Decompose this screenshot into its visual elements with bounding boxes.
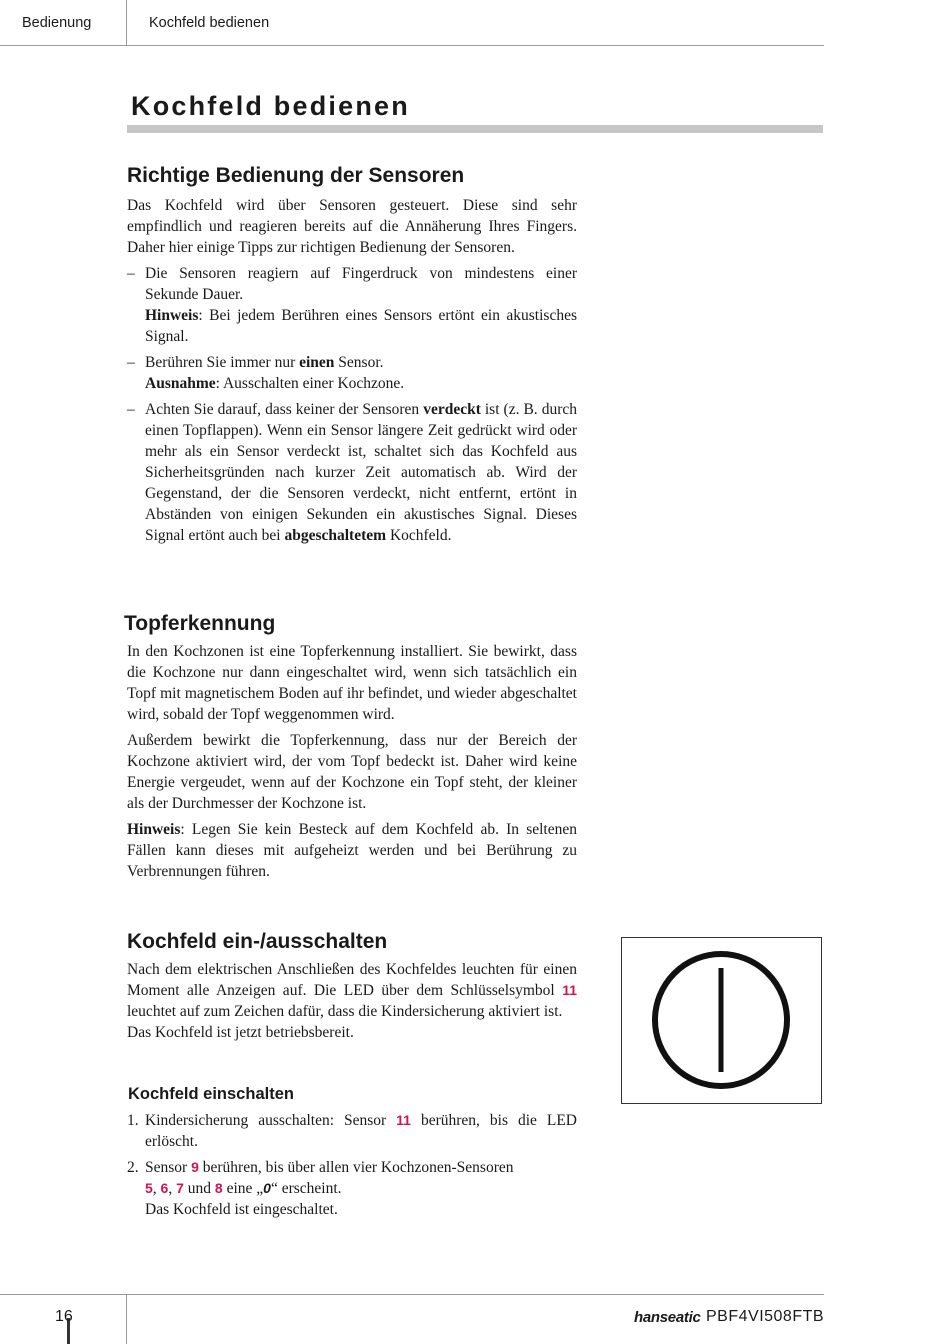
list-item [127,1110,577,1152]
tip-emphasis: einen [299,354,335,371]
switch-ready: Das Kochfeld ist jetzt betriebsbereit. [127,1024,354,1041]
brand-logo: hanseatic [634,1309,701,1326]
reference-number: 5 [145,1180,153,1196]
switch-intro-text: leuchtet auf zum Zeichen dafür, dass die Kindersicherung aktiviert ist. [127,1003,563,1020]
step-text: Kindersicherung ausschalten: Sensor [145,1112,397,1129]
step-result: Das Kochfeld ist eingeschaltet. [145,1201,338,1218]
page-title: Kochfeld bedienen [131,91,410,121]
step-text: berühren, bis die LED erlöscht. [145,1112,577,1150]
sensors-intro: Das Kochfeld wird über Sensoren gesteuert. Diese sind sehr empfindlich und reagieren bereits auf die Annäherung Ihres Fingers. Daher hier einige Tipps zur richtigen Bedienung der Sensoren. [127,197,577,256]
switch-on-steps [127,1110,577,1225]
header-section-label: Bedienung [22,15,92,31]
note-label: Hinweis [127,821,181,838]
step-number: 2. [127,1159,139,1176]
tip-emphasis: verdeckt [423,401,481,418]
section-body-pan-detection [127,641,577,887]
section-heading-switch-on-off: Kochfeld ein-/ausschalten [127,930,388,953]
header-divider [126,0,127,45]
title-underline-bar [127,125,823,133]
header-rule [0,45,824,46]
model-number: PBF4VI508FTB [706,1308,825,1325]
section-heading-sensors: Richtige Bedienung der Sensoren [127,164,465,187]
step-text: und [183,1180,215,1197]
note-text: : Bei jedem Berühren eines Sensors ertönt ein akustisches Signal. [145,307,577,345]
sensor-tips-list [127,263,577,546]
header-page-label: Kochfeld bedienen [149,15,270,31]
separator: , [168,1180,177,1197]
display-digit: 0 [263,1180,271,1196]
step-text: “ erscheint. [270,1180,342,1197]
separator: , [152,1180,161,1197]
tip-text: Sensor. [334,354,384,371]
tip-text: Achten Sie darauf, dass keiner der Sensoren [145,401,424,418]
step-text: Sensor [145,1159,192,1176]
section-body-sensors [127,195,577,551]
reference-number: 6 [160,1180,169,1196]
subheading-switch-on: Kochfeld einschalten [128,1085,294,1103]
tip-text: Kochfeld. [386,527,452,544]
tip-text: ist (z. B. durch einen Topflappen). Wenn ein Sensor längere Zeit gedrückt wird oder mehr als ein Sensor verdeckt ist, schaltet sich das Kochfeld aus Sicherheitsgründen nach kurzer Zeit automatisch ab. Wird der Gegenstand, der die Sensoren verdeckt, nicht entfernt, ertönt in Abständen von einigen Sekunden ein akustisches Signal. Dieses Signal ertönt auch bei [145,401,577,544]
step-text: eine „ [222,1180,264,1197]
exception-label: Ausnahme [145,375,216,392]
list-item [127,263,577,347]
switch-intro-text: Nach dem elektrischen Anschließen des Kochfeldes leuchten für einen Moment alle Anzeigen auf. Die LED über dem Schlüsselsymbol [127,961,577,999]
footer-divider [126,1294,127,1344]
list-item [127,399,577,546]
step-number: 1. [127,1112,139,1129]
tip-emphasis: abgeschaltetem [284,527,387,544]
tip-text: Die Sensoren reagiern auf Fingerdruck von mindestens einer Sekunde Dauer. [145,265,577,303]
tip-text: Berühren Sie immer nur [145,354,300,371]
list-item [127,352,577,394]
section-body-switch-on-off [127,959,577,1048]
reference-number: 11 [562,982,577,998]
step-text: berühren, bis über allen vier Kochzonen-Sensoren [198,1159,514,1176]
reference-number: 11 [396,1112,411,1128]
pan-detection-para-1: In den Kochzonen ist eine Topferkennung installiert. Sie bewirkt, dass die Kochzone nur dann eingeschaltet wird, wenn sich tatsächlich ein Topf mit magnetischem Boden auf ihr befindet, und wieder abgeschaltet wird, sobald der Topf weggenommen wird. [127,643,577,723]
power-on-off-icon [622,938,823,1105]
switch-intro [127,959,577,1022]
page-number: 16 [55,1308,73,1325]
note-text: : Legen Sie kein Besteck auf dem Kochfeld ab. In seltenen Fällen kann dieses mit aufgeheizt werden und bei Berührung zu Verbrennungen führen. [127,821,577,880]
footer-rule [0,1294,824,1295]
reference-number: 7 [176,1180,184,1196]
section-heading-pan-detection: Topferkennung [124,612,276,635]
pan-detection-note [127,819,577,882]
note-label: Hinweis [145,307,199,324]
reference-number: 8 [214,1180,223,1196]
power-symbol-figure [621,937,822,1104]
list-item [127,1157,577,1220]
reference-number: 9 [191,1159,199,1175]
switch-on-step-list [127,1110,577,1220]
pan-detection-para-2: Außerdem bewirkt die Topferkennung, dass nur der Bereich der Kochzone aktiviert wird, der vom Topf bedeckt ist. Daher wird keine Energie vergeudet, wenn auf der Kochzone ein Topf steht, der kleiner als der Durchmesser der Kochzone ist. [127,732,577,812]
exception-text: : Ausschalten einer Kochzone. [215,375,405,392]
